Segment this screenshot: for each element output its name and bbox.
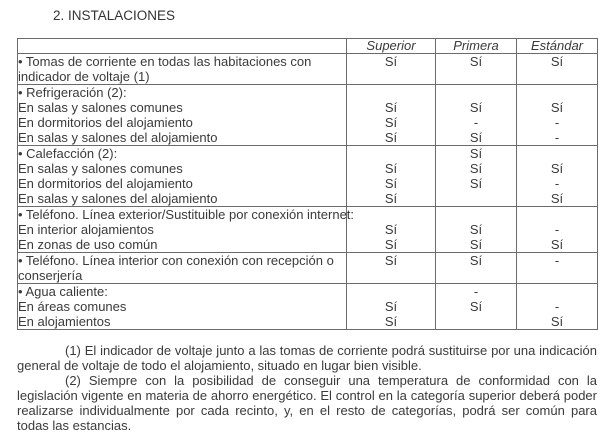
estandar-value: - [554, 222, 560, 237]
header-superior: Superior [347, 39, 436, 54]
superior-value: Sí [384, 222, 398, 237]
item-label-cell [18, 85, 347, 146]
primera-value [436, 191, 516, 206]
table-header-row [18, 39, 598, 54]
estandar-value [517, 207, 597, 222]
estandar-value-cell [517, 253, 598, 284]
primera-value: Sí [469, 146, 483, 161]
estandar-value: - [554, 176, 560, 191]
estandar-value: Sí [550, 191, 564, 206]
footnote-1: (1) El indicador de voltaje junto a las tomas de corriente podrá sustituirse por una indicación general de voltaje de todo el alojamiento, situado en lugar bien visible. [17, 343, 597, 373]
estandar-value: Sí [550, 237, 564, 252]
header-primera: Primera [436, 39, 517, 54]
item-label: • Teléfono. Línea interior con conexión con recepción o [18, 253, 334, 268]
item-label: En interior alojamientos [18, 222, 154, 237]
estandar-value-cell [517, 284, 598, 330]
table-row [18, 85, 598, 146]
table-row [18, 207, 598, 253]
primera-value-cell [436, 253, 517, 284]
primera-value: Sí [469, 54, 483, 69]
estandar-value [517, 146, 597, 161]
primera-value-cell [436, 207, 517, 253]
item-label-cell [18, 253, 347, 284]
estandar-value: Sí [550, 314, 564, 329]
item-label-cell [18, 284, 347, 330]
estandar-value-cell [517, 54, 598, 85]
primera-value: Sí [469, 130, 483, 145]
estandar-value [517, 85, 597, 100]
primera-value-cell [436, 284, 517, 330]
footnote-2: (2) Siempre con la posibilidad de conseguir una temperatura de conformidad con la legislación vigente en materia de ahorro energético. El control en la categoría superior deberá poder realizarse individualmente por cada recinto, y, en el resto de categorías, podrá ser común para todas las estancias. [17, 373, 597, 433]
superior-value-cell [347, 85, 436, 146]
header-estandar: Estándar [517, 39, 598, 54]
estandar-value: - [554, 130, 560, 145]
primera-value-cell [436, 54, 517, 85]
superior-value [347, 85, 435, 100]
item-label: conserjería [18, 268, 83, 283]
primera-value-cell [436, 85, 517, 146]
estandar-value: - [554, 253, 560, 268]
superior-value: Sí [384, 299, 398, 314]
item-label-cell [18, 207, 355, 253]
installations-table [17, 38, 598, 330]
item-label: En salas y salones comunes [18, 161, 183, 176]
estandar-value: Sí [550, 100, 564, 115]
item-label: En dormitorios del alojamiento [18, 176, 193, 191]
item-label: En salas y salones del alojamiento [18, 130, 218, 145]
superior-value-cell [347, 284, 436, 330]
item-label: • Tomas de corriente en todas las habitaciones con [18, 54, 312, 69]
primera-value-cell [436, 146, 517, 207]
superior-value: Sí [384, 54, 398, 69]
item-label-cell [18, 146, 347, 207]
estandar-value [517, 284, 597, 299]
primera-value [436, 207, 516, 222]
superior-value: Sí [384, 191, 398, 206]
superior-value [347, 146, 435, 161]
primera-value [436, 85, 516, 100]
primera-value: Sí [469, 176, 483, 191]
superior-value: Sí [384, 253, 398, 268]
header-item [18, 39, 347, 54]
item-label: En zonas de uso común [18, 237, 158, 252]
footnotes [17, 343, 597, 433]
item-label: indicador de voltaje (1) [18, 69, 150, 84]
superior-value-cell [347, 54, 436, 85]
superior-value: Sí [384, 314, 398, 329]
table-row [18, 284, 598, 330]
item-label: En dormitorios del alojamiento [18, 115, 193, 130]
table-row [18, 146, 598, 207]
primera-value: Sí [469, 237, 483, 252]
superior-value [347, 284, 435, 299]
item-label: En salas y salones del alojamiento [18, 191, 218, 206]
estandar-value-cell [517, 146, 598, 207]
estandar-value-cell [517, 85, 598, 146]
item-label-cell [18, 54, 347, 85]
section-title: 2. INSTALACIONES [53, 8, 176, 23]
item-label: • Refrigeración (2): [18, 85, 127, 100]
primera-value: Sí [469, 253, 483, 268]
item-label: • Teléfono. Línea exterior/Sustituible por conexión internet: [18, 207, 355, 222]
superior-value-cell [347, 253, 436, 284]
item-label: • Calefacción (2): [18, 146, 118, 161]
primera-value: Sí [469, 222, 483, 237]
estandar-value: - [554, 115, 560, 130]
superior-value-cell [347, 207, 436, 253]
table-row [18, 54, 598, 85]
primera-value: - [473, 115, 479, 130]
item-label: En alojamientos [18, 314, 111, 329]
estandar-value-cell [517, 207, 598, 253]
primera-value: Sí [469, 100, 483, 115]
primera-value: Sí [469, 161, 483, 176]
table-row [18, 253, 598, 284]
primera-value [436, 314, 516, 329]
primera-value: Sí [469, 299, 483, 314]
primera-value: - [473, 284, 479, 299]
superior-value: Sí [384, 176, 398, 191]
superior-value: Sí [384, 237, 398, 252]
superior-value: Sí [384, 161, 398, 176]
estandar-value: - [554, 299, 560, 314]
superior-value: Sí [384, 115, 398, 130]
superior-value: Sí [384, 100, 398, 115]
item-label: • Agua caliente: [18, 284, 108, 299]
superior-value-cell [347, 146, 436, 207]
item-label: En áreas comunes [18, 299, 127, 314]
item-label: En salas y salones comunes [18, 100, 183, 115]
estandar-value: Sí [550, 54, 564, 69]
estandar-value: Sí [550, 161, 564, 176]
superior-value [347, 207, 435, 222]
superior-value: Sí [384, 130, 398, 145]
